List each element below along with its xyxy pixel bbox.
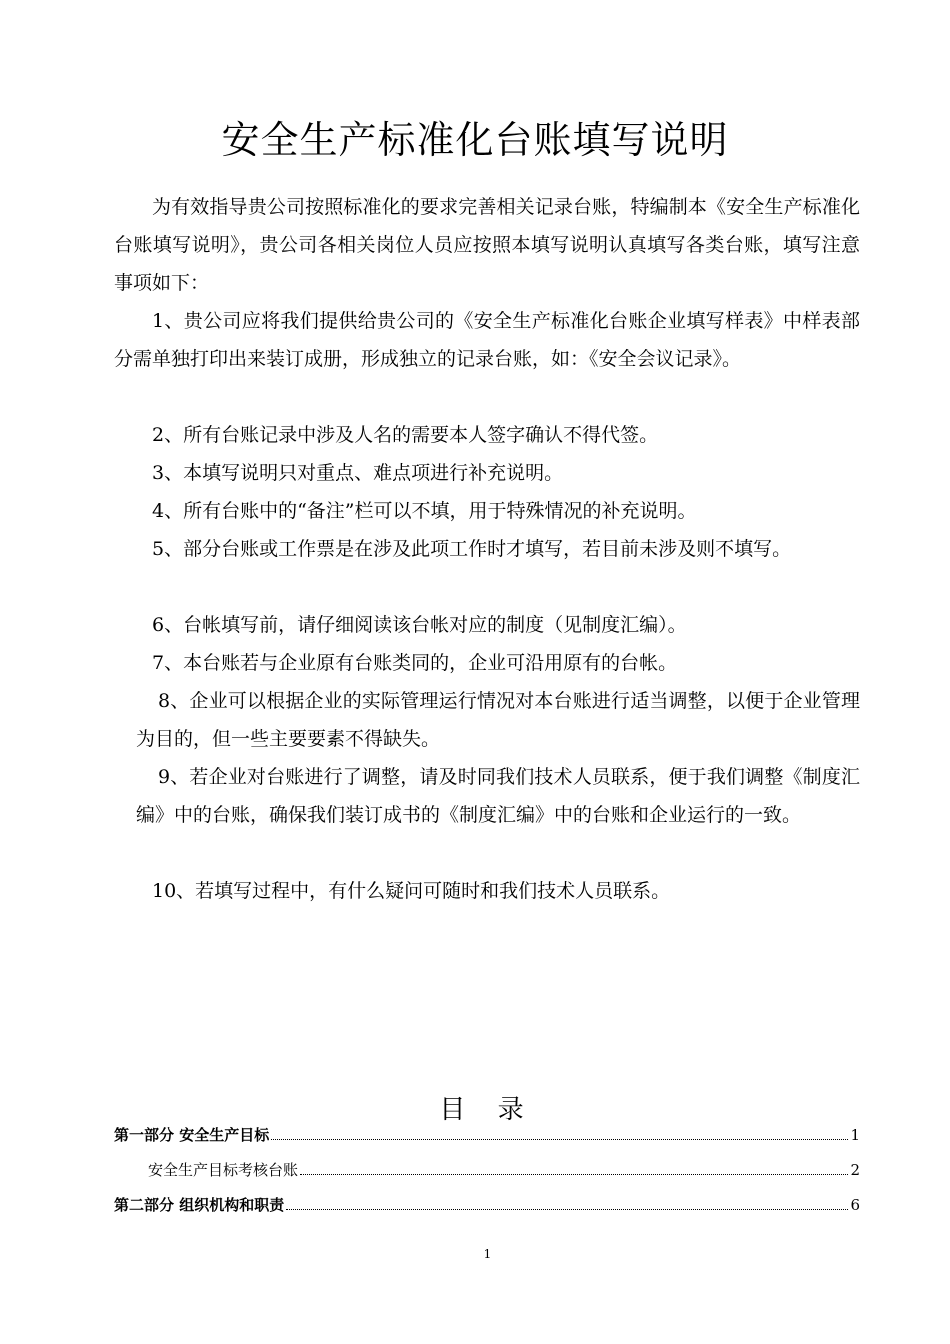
toc-entry-label: 安全生产目标考核台账 — [148, 1161, 299, 1179]
toc-title: 目 录 — [439, 1095, 536, 1125]
toc-entry[interactable] — [148, 1159, 860, 1181]
toc-entry[interactable] — [114, 1124, 860, 1146]
toc-entry-label: 第一部分 安全生产目标 — [114, 1126, 270, 1144]
toc-entry-label: 第二部分 组织机构和职责 — [114, 1196, 285, 1214]
toc-leader-dots — [286, 1208, 848, 1210]
instruction-item-4: 4、所有台账中的“备注”栏可以不填，用于特殊情况的补充说明。 — [152, 500, 697, 522]
instruction-item-1: 1、贵公司应将我们提供给贵公司的《安全生产标准化台账企业填写样表》中样表部分需单独打印出来装订成册，形成独立的记录台账，如：《安全会议记录》。 — [114, 310, 860, 370]
instruction-item-2: 2、所有台账记录中涉及人名的需要本人签字确认不得代签。 — [152, 424, 659, 446]
toc-entry[interactable] — [114, 1194, 860, 1216]
document-title: 安全生产标准化台账填写说明 — [221, 118, 729, 162]
instruction-item-10: 10、若填写过程中，有什么疑问可随时和我们技术人员联系。 — [152, 880, 671, 902]
instruction-item-6: 6、台帐填写前，请仔细阅读该台帐对应的制度（见制度汇编）。 — [152, 614, 687, 636]
toc-leader-dots — [271, 1138, 848, 1140]
toc-entry-page: 6 — [850, 1196, 860, 1214]
toc-entry-page: 1 — [850, 1126, 860, 1144]
instruction-item-8: 8、企业可以根据企业的实际管理运行情况对本台账进行适当调整，以便于企业管理为目的，但一些主要要素不得缺失。 — [136, 690, 860, 750]
instruction-item-9: 9、若企业对台账进行了调整，请及时同我们技术人员联系，便于我们调整《制度汇编》中的台账，确保我们装订成书的《制度汇编》中的台账和企业运行的一致。 — [136, 766, 860, 826]
toc-entry-page: 2 — [850, 1161, 860, 1179]
toc-leader-dots — [300, 1173, 848, 1175]
intro-paragraph: 为有效指导贵公司按照标准化的要求完善相关记录台账，特编制本《安全生产标准化台账填写说明》，贵公司各相关岗位人员应按照本填写说明认真填写各类台账，填写注意事项如下： — [114, 196, 860, 294]
instruction-item-5: 5、部分台账或工作票是在涉及此项工作时才填写，若目前未涉及则不填写。 — [152, 538, 792, 560]
instruction-item-3: 3、本填写说明只对重点、难点项进行补充说明。 — [152, 462, 564, 484]
page-number: 1 — [483, 1247, 492, 1261]
instruction-item-7: 7、本台账若与企业原有台账类同的，企业可沿用原有的台帐。 — [152, 652, 678, 674]
